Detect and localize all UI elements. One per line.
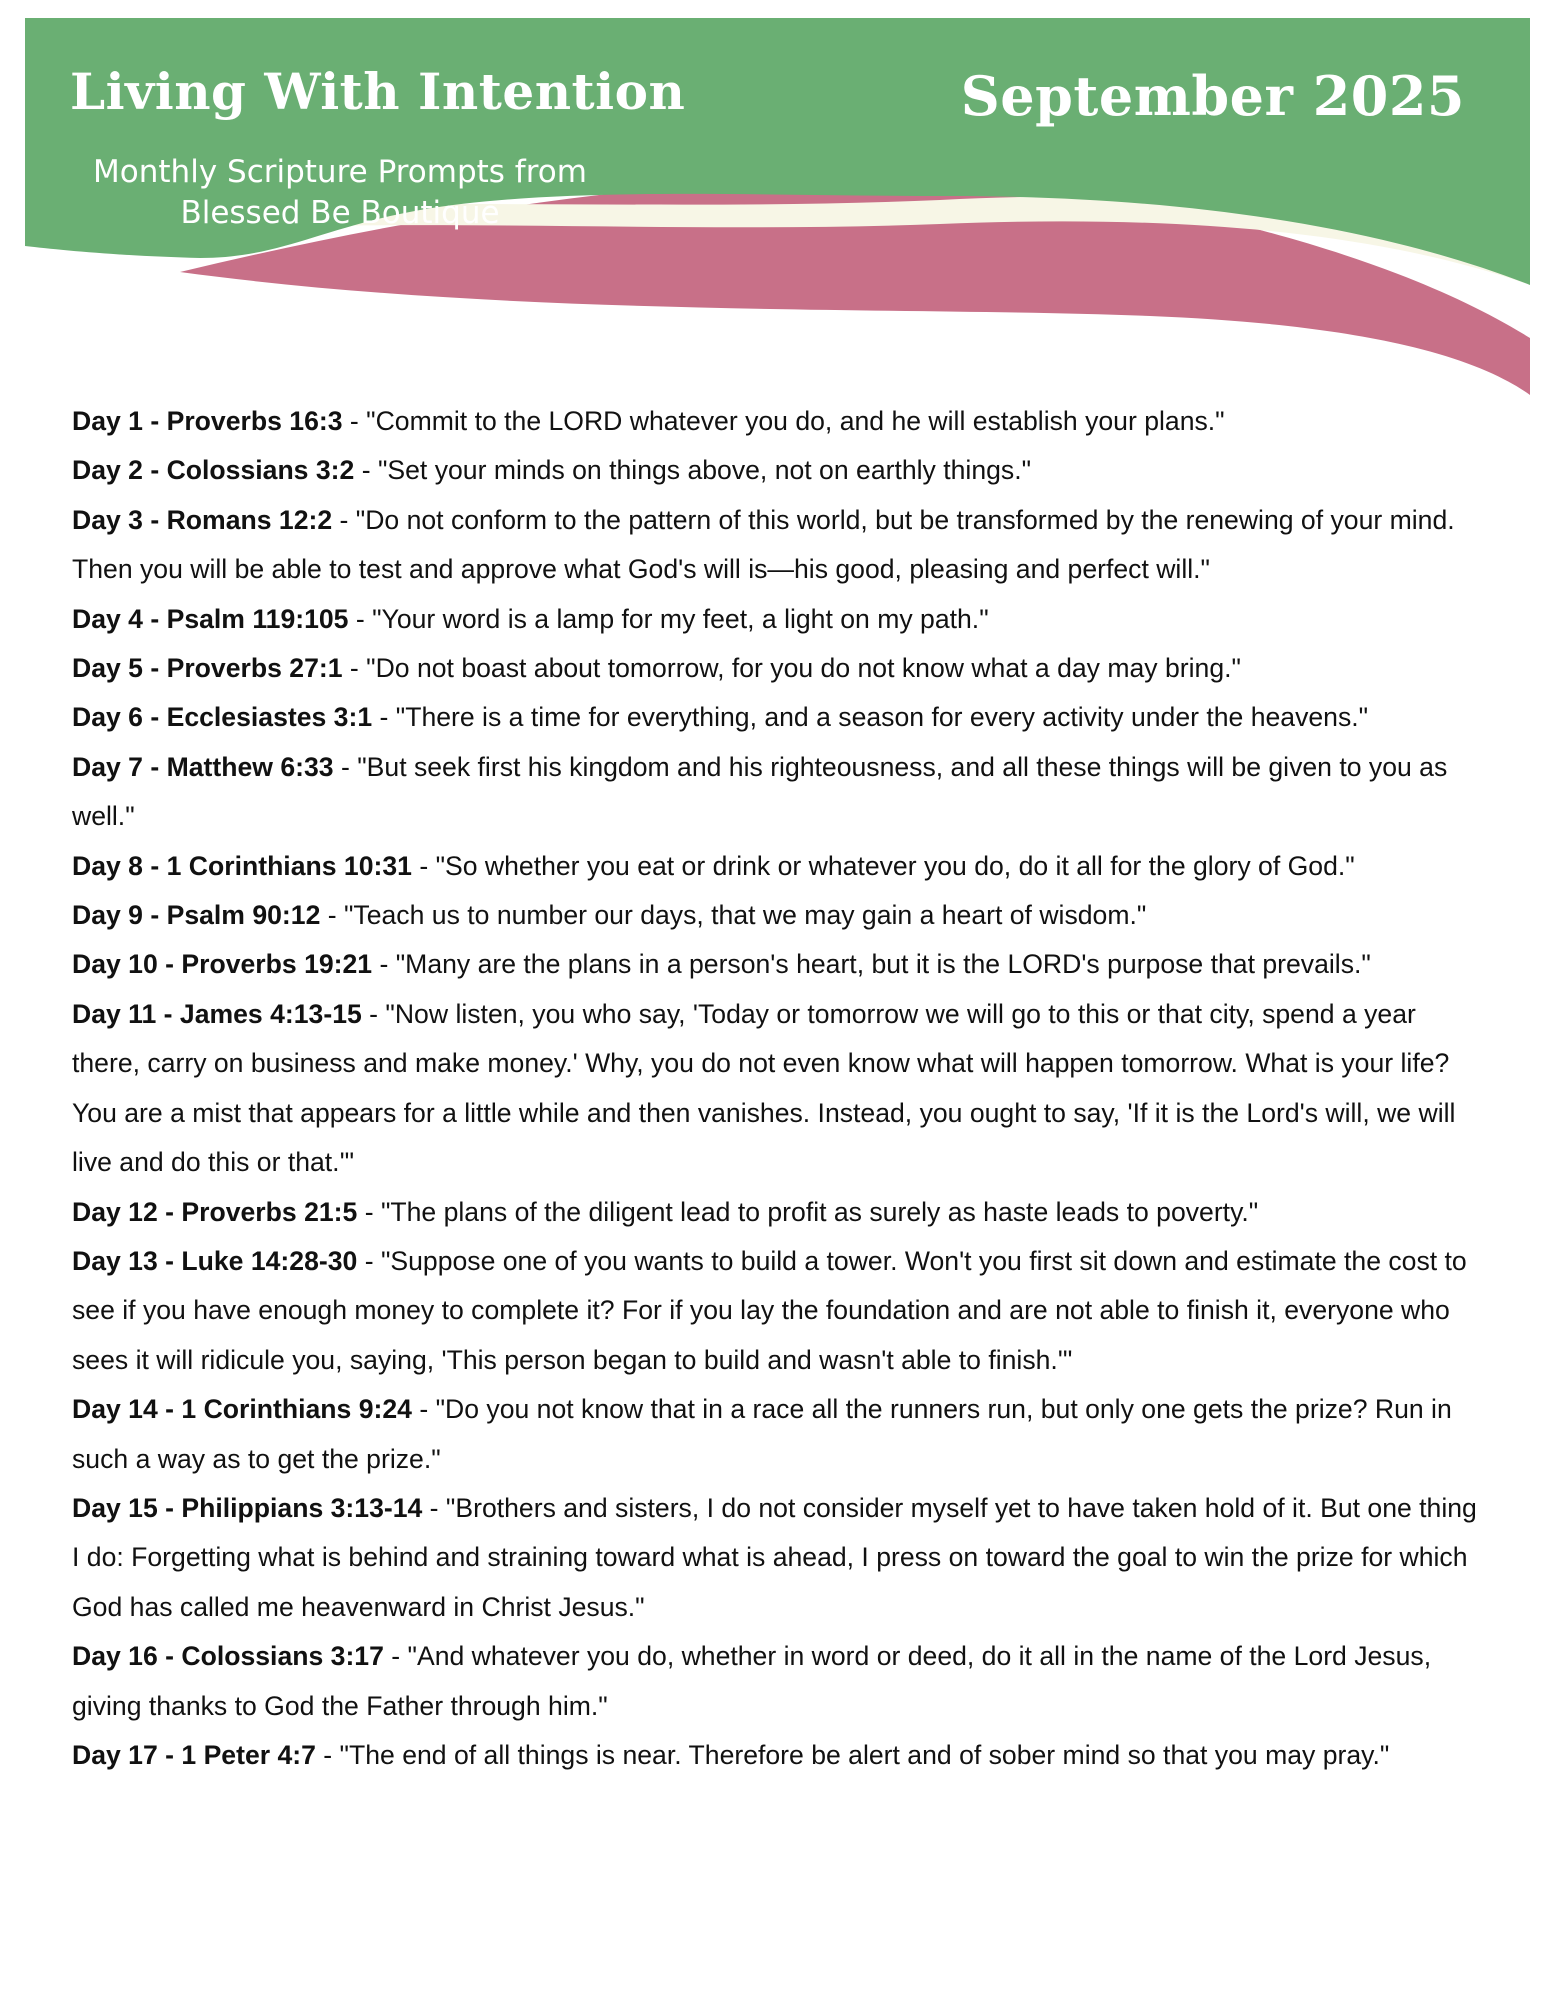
prompt-reference: Day 4 - Psalm 119:105: [72, 603, 349, 634]
prompt-verse: - "The plans of the diligent lead to profit as surely as haste leads to poverty.": [357, 1196, 1259, 1227]
prompt-verse: - "Teach us to number our days, that we may gain a heart of wisdom.": [320, 900, 1147, 931]
subtitle-line: Monthly Scripture Prompts from: [93, 154, 587, 190]
prompt-reference: Day 14 - 1 Corinthians 9:24: [72, 1394, 412, 1425]
prompt-day-8: [72, 842, 1482, 891]
prompt-day-2: [72, 446, 1482, 495]
prompt-verse: - "Commit to the LORD whatever you do, and he will establish your plans.": [342, 406, 1225, 436]
prompt-reference: Day 7 - Matthew 6:33: [72, 751, 334, 782]
prompt-day-3: [72, 496, 1482, 595]
prompt-verse: - "There is a time for everything, and a season for every activity under the heavens.": [372, 702, 1369, 733]
prompt-day-10: [72, 940, 1482, 989]
prompt-day-1: [72, 397, 1482, 446]
prompt-verse: - "Many are the plans in a person's heart, but it is the LORD's purpose that prevails.": [372, 949, 1371, 980]
subtitle: [60, 152, 620, 234]
month-title: September 2025: [960, 64, 1465, 128]
prompt-reference: Day 1 - Proverbs 16:3: [72, 406, 343, 436]
brand-title: Living With Intention: [70, 62, 686, 121]
prompt-reference: Day 9 - Psalm 90:12: [72, 900, 321, 931]
prompt-verse: - "Do you not know that in a race all the runners run, but only one gets the prize? Run in such a way as to get the prize.": [72, 1394, 1452, 1474]
prompt-day-5: [72, 644, 1482, 693]
prompt-day-9: [72, 891, 1482, 940]
prompt-day-16: [72, 1632, 1482, 1731]
prompt-day-15: [72, 1484, 1482, 1632]
prompt-day-14: [72, 1385, 1482, 1484]
prompt-reference: Day 10 - Proverbs 19:21: [72, 949, 373, 980]
prompt-reference: Day 3 - Romans 12:2: [72, 504, 333, 535]
prompt-reference: Day 13 - Luke 14:28-30: [72, 1245, 358, 1276]
prompt-reference: Day 12 - Proverbs 21:5: [72, 1196, 358, 1227]
prompt-verse: - "Suppose one of you wants to build a tower. Won't you first sit down and estimate the cost to see if you have enough money to complete it? For if you lay the foundation and are not able to finish it, everyone who sees it will ridicule you, saying, 'This person began to build and wasn't able to finish.'": [72, 1245, 1467, 1375]
prompt-day-4: [72, 595, 1482, 644]
prompt-day-12: [72, 1188, 1482, 1237]
prompt-reference: Day 5 - Proverbs 27:1: [72, 653, 343, 684]
prompt-verse: - "Set your minds on things above, not on earthly things.": [354, 455, 1032, 486]
scripture-prompt-list: [72, 397, 1482, 1780]
header-banner: [0, 0, 1545, 400]
prompt-reference: Day 8 - 1 Corinthians 10:31: [72, 850, 412, 881]
prompt-reference: Day 2 - Colossians 3:2: [72, 455, 355, 486]
prompt-day-7: [72, 743, 1482, 842]
prompt-day-17: [72, 1731, 1482, 1780]
prompt-verse: - "Brothers and sisters, I do not consider myself yet to have taken hold of it. But one thing I do: Forgetting what is behind and straining toward what is ahead, I press on toward the goal to win the prize for which God has called me heavenward in Christ Jesus.": [72, 1492, 1477, 1622]
prompt-reference: Day 17 - 1 Peter 4:7: [72, 1739, 316, 1770]
prompt-verse: - "Now listen, you who say, 'Today or tomorrow we will go to this or that city, spend a year there, carry on business and make money.' Why, you do not even know what will happen tomorrow. What is your life? You are a mist that appears for a little while and then vanishes. Instead, you ought to say, 'If it is the Lord's will, we will live and do this or that.'": [72, 998, 1456, 1178]
prompt-day-11: [72, 990, 1482, 1188]
prompt-day-6: [72, 693, 1482, 742]
prompt-verse: - "Do not boast about tomorrow, for you do not know what a day may bring.": [342, 653, 1241, 684]
prompt-verse: - "And whatever you do, whether in word or deed, do it all in the name of the Lord Jesus, giving thanks to God the Father through him.": [72, 1641, 1432, 1721]
prompt-verse: - "Your word is a lamp for my feet, a light on my path.": [348, 603, 989, 634]
prompt-reference: Day 11 - James 4:13-15: [72, 998, 362, 1029]
prompt-day-13: [72, 1237, 1482, 1385]
prompt-verse: - "Do not conform to the pattern of this world, but be transformed by the renewing of your mind. Then you will be able to test and approve what God's will is—his good, pleasing and perfect will.": [72, 504, 1455, 585]
prompt-verse: - "The end of all things is near. Therefore be alert and of sober mind so that you may pray.": [315, 1739, 1390, 1770]
prompt-reference: Day 6 - Ecclesiastes 3:1: [72, 702, 373, 733]
prompt-verse: - "So whether you eat or drink or whatever you do, do it all for the glory of God.": [411, 850, 1355, 881]
prompt-reference: Day 15 - Philippians 3:13-14: [72, 1492, 423, 1523]
subtitle-line: Blessed Be Boutique: [180, 195, 500, 231]
prompt-verse: - "But seek first his kingdom and his righteousness, and all these things will be given to you as well.": [72, 751, 1448, 832]
prompt-reference: Day 16 - Colossians 3:17: [72, 1641, 384, 1672]
